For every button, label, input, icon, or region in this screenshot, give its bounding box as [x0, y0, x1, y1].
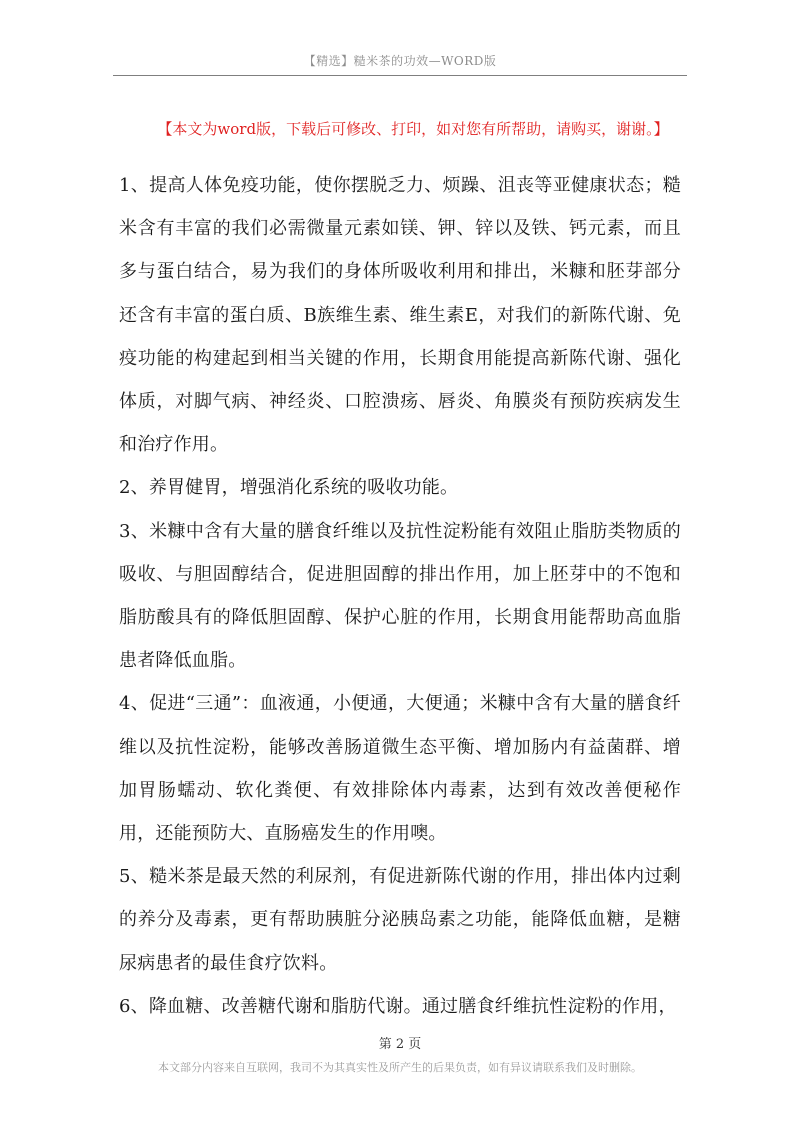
paragraph-3: 3、米糠中含有大量的膳食纤维以及抗性淀粉能有效阻止脂肪类物质的吸收、与胆固醇结合，促进胆固醇的排出作用，加上胚芽中的不饱和脂肪酸具有的降低胆固醇、保护心脏的作用，长期食用能帮助高血脂患者降低血脂。 [119, 520, 681, 672]
red-notice-banner: 【本文为word版，下载后可修改、打印，如对您有所帮助，请购买，谢谢。】 [157, 120, 669, 138]
paragraph-2: 2、养胃健胃，增强消化系统的吸收功能。 [119, 477, 459, 499]
page-number: 第 2 页 [378, 1037, 422, 1052]
paragraph-1: 1、提高人体免疫功能，使你摆脱乏力、烦躁、沮丧等亚健康状态；糙米含有丰富的我们必需微量元素如镁、钾、锌以及铁、钙元素，而且多与蛋白结合，易为我们的身体所吸收利用和排出，米糠和胚芽部分还含有丰富的蛋白质、B族维生素、维生素E，对我们的新陈代谢、免疫功能的构建起到相当关键的作用，长期食用能提高新陈代谢、强化体质，对脚气病、神经炎、口腔溃疡、唇炎、角膜炎有预防疾病发生和治疗作用。 [119, 175, 681, 456]
footer-disclaimer: 本文部分内容来自互联网，我司不为其真实性及所产生的后果负责，如有异议请联系我们及时删除。 [158, 1061, 642, 1074]
header-divider [113, 75, 687, 76]
paragraph-6: 6、降血糖、改善糖代谢和脂肪代谢。通过膳食纤维抗性淀粉的作用， [119, 995, 677, 1017]
paragraph-5: 5、糙米茶是最天然的利尿剂，有促进新陈代谢的作用，排出体内过剩的养分及毒素，更有帮助胰脏分泌胰岛素之功能，能降低血糖，是糖尿病患者的最佳食疗饮料。 [119, 866, 681, 974]
page-header-title: 【精选】糙米茶的功效—WORD版 [303, 54, 497, 68]
document-body [119, 164, 681, 1028]
paragraph-4: 4、促进“三通”：血液通，小便通，大便通；米糠中含有大量的膳食纤维以及抗性淀粉，能够改善肠道微生态平衡、增加肠内有益菌群、增加胃肠蠕动、软化粪便、有效排除体内毒素，达到有效改善便秘作用，还能预防大、直肠癌发生的作用噢。 [119, 693, 681, 845]
